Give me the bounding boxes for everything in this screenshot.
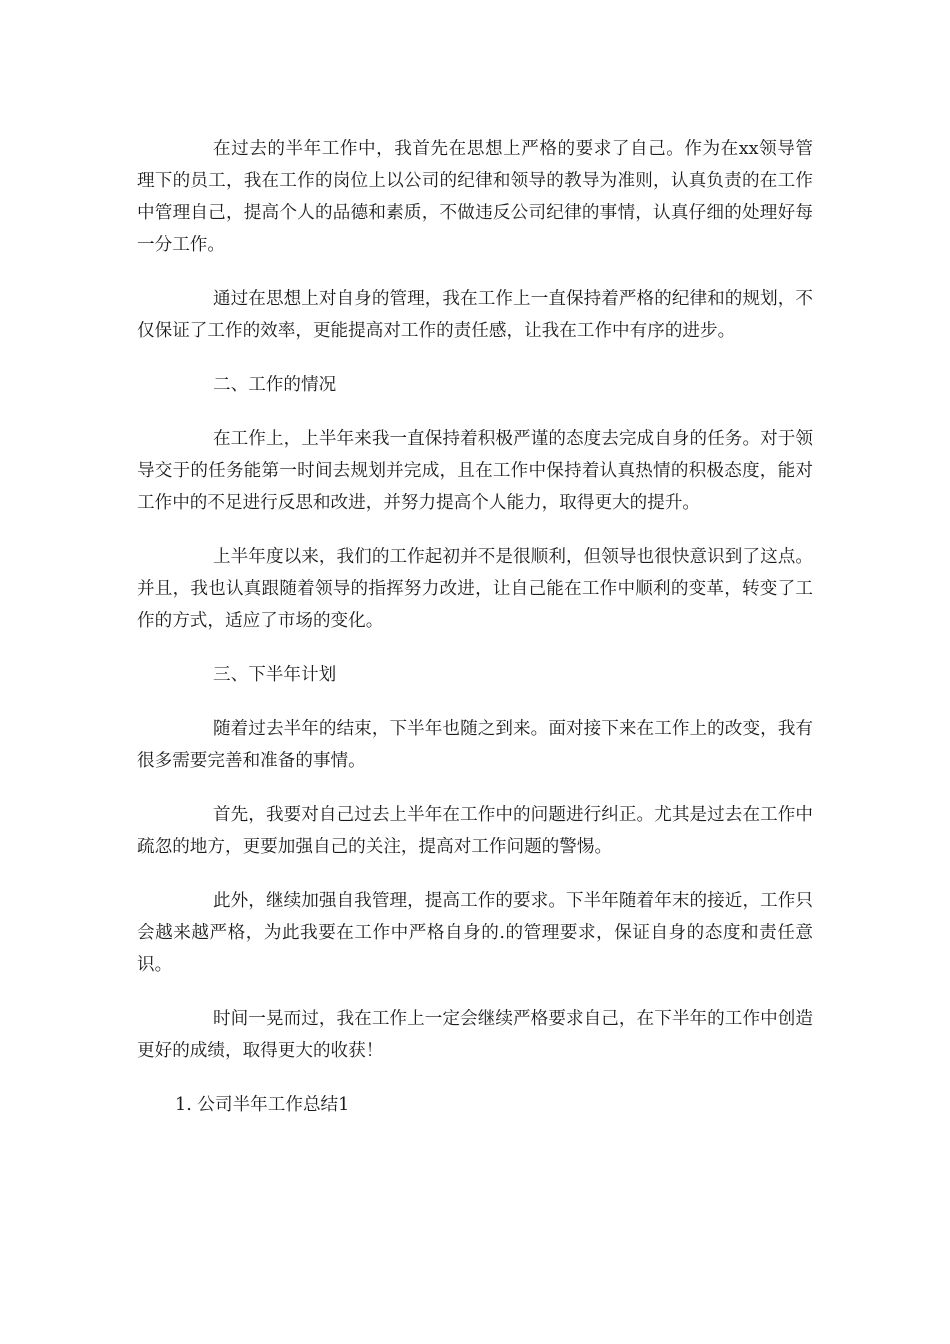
section-heading-second-half-plan: 三、下半年计划 [213,665,337,685]
paragraph-plan-correction: 首先，我要对自己过去上半年在工作中的问题进行纠正。尤其是过去在工作中疏忽的地方，更要加强自己的关注，提高对工作问题的警惕。 [137,805,813,857]
paragraph-work-improvement: 上半年度以来，我们的工作起初并不是很顺利，但领导也很快意识到了这点。并且，我也认真跟随着领导的指挥努力改进，让自己能在工作中顺利的变革，转变了工作的方式，适应了市场的变化。 [137,547,813,631]
paragraph-self-management: 通过在思想上对自身的管理，我在工作上一直保持着严格的纪律和的规划，不仅保证了工作的效率，更能提高对工作的责任感，让我在工作中有序的进步。 [137,289,813,341]
related-article-link: 1. 公司半年工作总结1 [175,1095,350,1115]
document-body [137,133,813,1121]
paragraph-work-attitude: 在工作上，上半年来我一直保持着积极严谨的态度去完成自身的任务。对于领导交于的任务能第一时间去规划并完成，且在工作中保持着认真热情的积极态度，能对工作中的不足进行反思和改进，并努力提高个人能力，取得更大的提升。 [137,429,813,513]
paragraph-plan-intro: 随着过去半年的结束，下半年也随之到来。面对接下来在工作上的改变，我有很多需要完善和准备的事情。 [137,719,813,771]
paragraph-plan-conclusion: 时间一晃而过，我在工作上一定会继续严格要求自己，在下半年的工作中创造更好的成绩，取得更大的收获！ [137,1009,813,1061]
paragraph-plan-self-management: 此外，继续加强自我管理，提高工作的要求。下半年随着年末的接近，工作只会越来越严格，为此我要在工作中严格自身的.的管理要求，保证自身的态度和责任意识。 [137,891,813,975]
paragraph-self-discipline: 在过去的半年工作中，我首先在思想上严格的要求了自己。作为在xx领导管理下的员工，我在工作的岗位上以公司的纪律和领导的教导为准则，认真负责的在工作中管理自己，提高个人的品德和素质，不做违反公司纪律的事情，认真仔细的处理好每一分工作。 [137,139,813,255]
section-heading-work-status: 二、工作的情况 [213,375,337,395]
